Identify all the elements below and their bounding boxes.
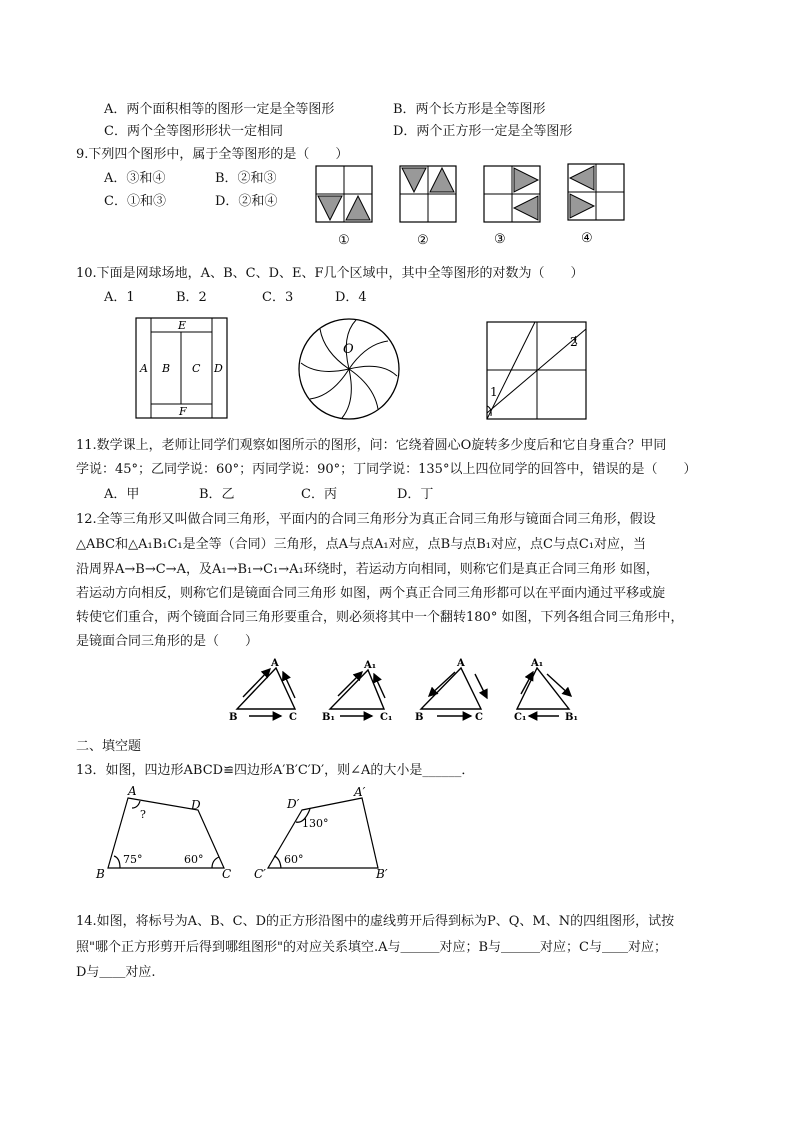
- circle-center-o: O: [343, 342, 354, 357]
- q9-figure-2: [400, 166, 456, 222]
- q12-triangle-3: [421, 668, 487, 716]
- q9-figure-3: [484, 166, 540, 222]
- q9-stem: 9.下列四个图形中，属于全等图形的是（ ）: [76, 147, 349, 162]
- court-label-d: D: [214, 362, 223, 375]
- q11-option-c: C．丙: [301, 487, 337, 502]
- q13-angle-d-prime: 130°: [302, 817, 329, 830]
- q9-figure-1: [316, 166, 372, 222]
- q8-option-c: C．两个全等图形形状一定相同: [104, 124, 283, 139]
- q9-option-c: C．①和③: [104, 194, 166, 209]
- q13-label-b: B: [96, 867, 105, 881]
- q13-label-a: A: [128, 784, 137, 798]
- q12-triangle-1: [237, 668, 295, 716]
- q8-option-b: B．两个长方形是全等图形: [393, 102, 546, 117]
- t1-label-b: B: [229, 712, 238, 723]
- q9-option-a: A．③和④: [104, 171, 166, 186]
- q13-angle-c: 60°: [184, 853, 204, 866]
- court-label-f: F: [179, 405, 187, 418]
- q9-option-b: B．②和③: [215, 171, 277, 186]
- angle-label-2: 2: [570, 335, 578, 349]
- q10-court-figure: [134, 316, 230, 420]
- q12-line-5: 转使它们重合，两个镜面合同三角形要重合，则必须将其中一个翻转180° 如图，下列各组合同三角形中，: [76, 610, 684, 625]
- q12-line-3: 沿周界A→B→C→A，及A₁→B₁→C₁→A₁环绕时，若运动方向相同，则称它们是真正合同三角形 如图，: [76, 562, 659, 577]
- q12-triangles-figure: [225, 654, 590, 724]
- t2-label-c1: C₁: [380, 712, 393, 723]
- t2-label-b1: B₁: [322, 712, 335, 723]
- q10-option-b: B．2: [176, 290, 207, 305]
- angle-label-1: 1: [490, 385, 498, 399]
- q9-label-1: ①: [338, 233, 350, 248]
- q13-label-d: D: [191, 798, 201, 812]
- t2-label-a1: A₁: [364, 660, 377, 671]
- q12-line-1: 12.全等三角形又叫做合同三角形，平面内的合同三角形分为真正合同三角形与镜面合同三角形，假设: [76, 512, 656, 527]
- q9-figure-4: [568, 164, 624, 220]
- court-label-b: B: [162, 362, 171, 375]
- q10-lines-figure: [485, 320, 589, 422]
- court-label-a: A: [140, 362, 148, 375]
- q9-label-2: ②: [417, 233, 429, 248]
- q8-option-a: A．两个面积相等的图形一定是全等图形: [104, 102, 335, 117]
- q10-circle-figure: [296, 316, 402, 422]
- q13-label-c-prime: C′: [254, 867, 266, 881]
- t3-label-c: C: [475, 712, 483, 723]
- q12-triangle-4: [517, 668, 571, 716]
- q9-option-d: D．②和④: [215, 194, 278, 209]
- q9-label-4: ④: [581, 231, 593, 246]
- q9-label-3: ③: [494, 232, 506, 247]
- q13-label-a-prime: A′: [354, 785, 366, 799]
- t4-label-a1: A₁: [531, 658, 544, 669]
- t1-label-a: A: [271, 658, 279, 669]
- q11-option-a: A．甲: [104, 487, 140, 502]
- q11-option-b: B．乙: [199, 487, 235, 502]
- t3-label-b: B: [415, 712, 424, 723]
- q10-option-c: C．3: [262, 290, 294, 305]
- q13-label-d-prime: D′: [287, 797, 300, 811]
- q9-figures: [310, 160, 640, 250]
- q13-label-c: C: [222, 867, 232, 881]
- q14-line-3: D与＿＿对应.: [76, 965, 156, 980]
- court-label-c: C: [192, 362, 201, 375]
- q12-line-2: △ABC和△A₁B₁C₁是全等（合同）三角形，点A与点A₁对应，点B与点B₁对应，点C与点C₁对应，当: [76, 537, 647, 552]
- q13-angle-b: 75°: [123, 853, 143, 866]
- q11-line-1: 11.数学课上，老师让同学们观察如图所示的图形，问：它绕着圆心O旋转多少度后和它自身重合？甲同: [76, 438, 667, 453]
- q13-label-b-prime: B′: [376, 867, 388, 881]
- q14-line-2: 照"哪个正方形剪开后得到哪组图形"的对应关系填空.A与＿＿＿对应；B与＿＿＿对应；C与＿＿对应；: [76, 940, 667, 955]
- court-label-e: E: [178, 319, 187, 332]
- q10-stem: 10.下面是网球场地，A、B、C、D、E、F几个区域中，其中全等图形的对数为（ ）: [76, 266, 584, 281]
- q10-option-a: A．1: [104, 290, 135, 305]
- q12-line-4: 若运动方向相反，则称它们是镜面合同三角形 如图，两个真正合同三角形都可以在平面内通过平移或旋: [76, 586, 666, 601]
- q11-option-d: D．丁: [397, 487, 434, 502]
- q12-triangle-2: [330, 670, 385, 716]
- q13-stem: 13．如图，四边形ABCD≌四边形A′B′C′D′，则∠A的大小是______．: [76, 763, 475, 778]
- q8-option-d: D．两个正方形一定是全等图形: [393, 124, 573, 139]
- q13-figure: [92, 784, 402, 884]
- q14-line-1: 14.如图，将标号为A、B、C、D的正方形沿图中的虚线剪开后得到标为P、Q、M、N的四组图形，试按: [76, 914, 675, 929]
- t4-label-b1: B₁: [565, 712, 578, 723]
- q10-option-d: D．4: [335, 290, 367, 305]
- t1-label-c: C: [289, 712, 297, 723]
- section-2-title: 二、填空题: [76, 739, 142, 754]
- q11-line-2: 学说：45°；乙同学说：60°；丙同学说：90°；丁同学说：135°以上四位同学的回答中，错误的是（ ）: [76, 462, 697, 477]
- t4-label-c1: C₁: [514, 712, 527, 723]
- t3-label-a: A: [457, 658, 465, 669]
- q13-angle-c-prime: 60°: [284, 853, 304, 866]
- q13-angle-a-unknown: ?: [140, 808, 146, 821]
- q12-line-6: 是镜面合同三角形的是（ ）: [76, 634, 259, 649]
